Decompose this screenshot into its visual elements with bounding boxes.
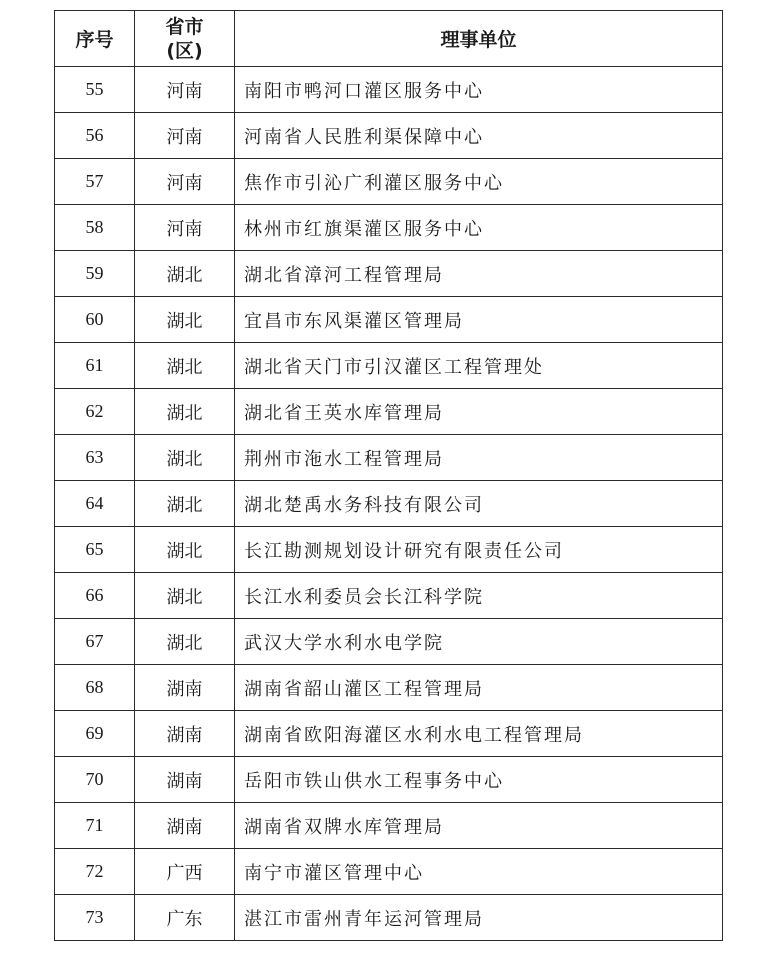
row-unit: 武汉大学水利水电学院	[235, 619, 723, 665]
row-number: 65	[55, 527, 135, 573]
table-body	[55, 67, 723, 941]
table-row	[55, 67, 723, 113]
row-number: 72	[55, 849, 135, 895]
row-unit: 焦作市引沁广利灌区服务中心	[235, 159, 723, 205]
row-province: 湖北	[135, 619, 235, 665]
row-number: 71	[55, 803, 135, 849]
header-province-line2: (区)	[166, 39, 203, 62]
header-province	[135, 11, 235, 67]
row-number: 61	[55, 343, 135, 389]
header-province-line1: 省市	[165, 15, 204, 38]
row-unit: 湖南省欧阳海灌区水利水电工程管理局	[235, 711, 723, 757]
table-row	[55, 711, 723, 757]
row-unit: 湖北省天门市引汉灌区工程管理处	[235, 343, 723, 389]
row-number: 62	[55, 389, 135, 435]
row-province: 湖北	[135, 527, 235, 573]
row-province: 广西	[135, 849, 235, 895]
table-row	[55, 297, 723, 343]
row-number: 67	[55, 619, 135, 665]
row-number: 64	[55, 481, 135, 527]
row-province: 河南	[135, 159, 235, 205]
row-province: 湖北	[135, 573, 235, 619]
row-number: 73	[55, 895, 135, 941]
row-unit: 宜昌市东风渠灌区管理局	[235, 297, 723, 343]
table-row	[55, 435, 723, 481]
row-province: 湖南	[135, 757, 235, 803]
row-number: 69	[55, 711, 135, 757]
row-number: 60	[55, 297, 135, 343]
row-province: 河南	[135, 113, 235, 159]
row-unit: 湖北楚禹水务科技有限公司	[235, 481, 723, 527]
row-unit: 湖北省漳河工程管理局	[235, 251, 723, 297]
row-unit: 湖南省双牌水库管理局	[235, 803, 723, 849]
table-header-row	[55, 11, 723, 67]
row-province: 湖北	[135, 297, 235, 343]
row-number: 57	[55, 159, 135, 205]
table-row	[55, 573, 723, 619]
row-province: 湖北	[135, 389, 235, 435]
row-unit: 长江勘测规划设计研究有限责任公司	[235, 527, 723, 573]
row-number: 66	[55, 573, 135, 619]
row-province: 河南	[135, 67, 235, 113]
table-row	[55, 895, 723, 941]
row-unit: 岳阳市铁山供水工程事务中心	[235, 757, 723, 803]
row-province: 湖北	[135, 343, 235, 389]
row-number: 63	[55, 435, 135, 481]
header-unit: 理事单位	[235, 11, 723, 67]
row-unit: 南宁市灌区管理中心	[235, 849, 723, 895]
table-row	[55, 665, 723, 711]
row-unit: 湖南省韶山灌区工程管理局	[235, 665, 723, 711]
row-province: 湖南	[135, 803, 235, 849]
row-number: 56	[55, 113, 135, 159]
row-province: 湖北	[135, 481, 235, 527]
table-row	[55, 251, 723, 297]
row-province: 湖南	[135, 711, 235, 757]
table-row	[55, 757, 723, 803]
row-unit: 林州市红旗渠灌区服务中心	[235, 205, 723, 251]
row-number: 70	[55, 757, 135, 803]
row-unit: 南阳市鸭河口灌区服务中心	[235, 67, 723, 113]
row-province: 湖北	[135, 251, 235, 297]
table-row	[55, 159, 723, 205]
table-row	[55, 389, 723, 435]
row-province: 湖南	[135, 665, 235, 711]
table-row	[55, 113, 723, 159]
table-row	[55, 527, 723, 573]
table-row	[55, 803, 723, 849]
table-row	[55, 849, 723, 895]
row-number: 58	[55, 205, 135, 251]
row-number: 68	[55, 665, 135, 711]
row-number: 55	[55, 67, 135, 113]
row-province: 河南	[135, 205, 235, 251]
row-unit: 长江水利委员会长江科学院	[235, 573, 723, 619]
header-index: 序号	[55, 11, 135, 67]
row-unit: 湛江市雷州青年运河管理局	[235, 895, 723, 941]
row-unit: 湖北省王英水库管理局	[235, 389, 723, 435]
council-members-table	[54, 10, 723, 941]
row-unit: 荆州市沲水工程管理局	[235, 435, 723, 481]
row-province: 湖北	[135, 435, 235, 481]
table-row	[55, 205, 723, 251]
row-number: 59	[55, 251, 135, 297]
table-row	[55, 343, 723, 389]
table-row	[55, 619, 723, 665]
row-unit: 河南省人民胜利渠保障中心	[235, 113, 723, 159]
table-row	[55, 481, 723, 527]
row-province: 广东	[135, 895, 235, 941]
